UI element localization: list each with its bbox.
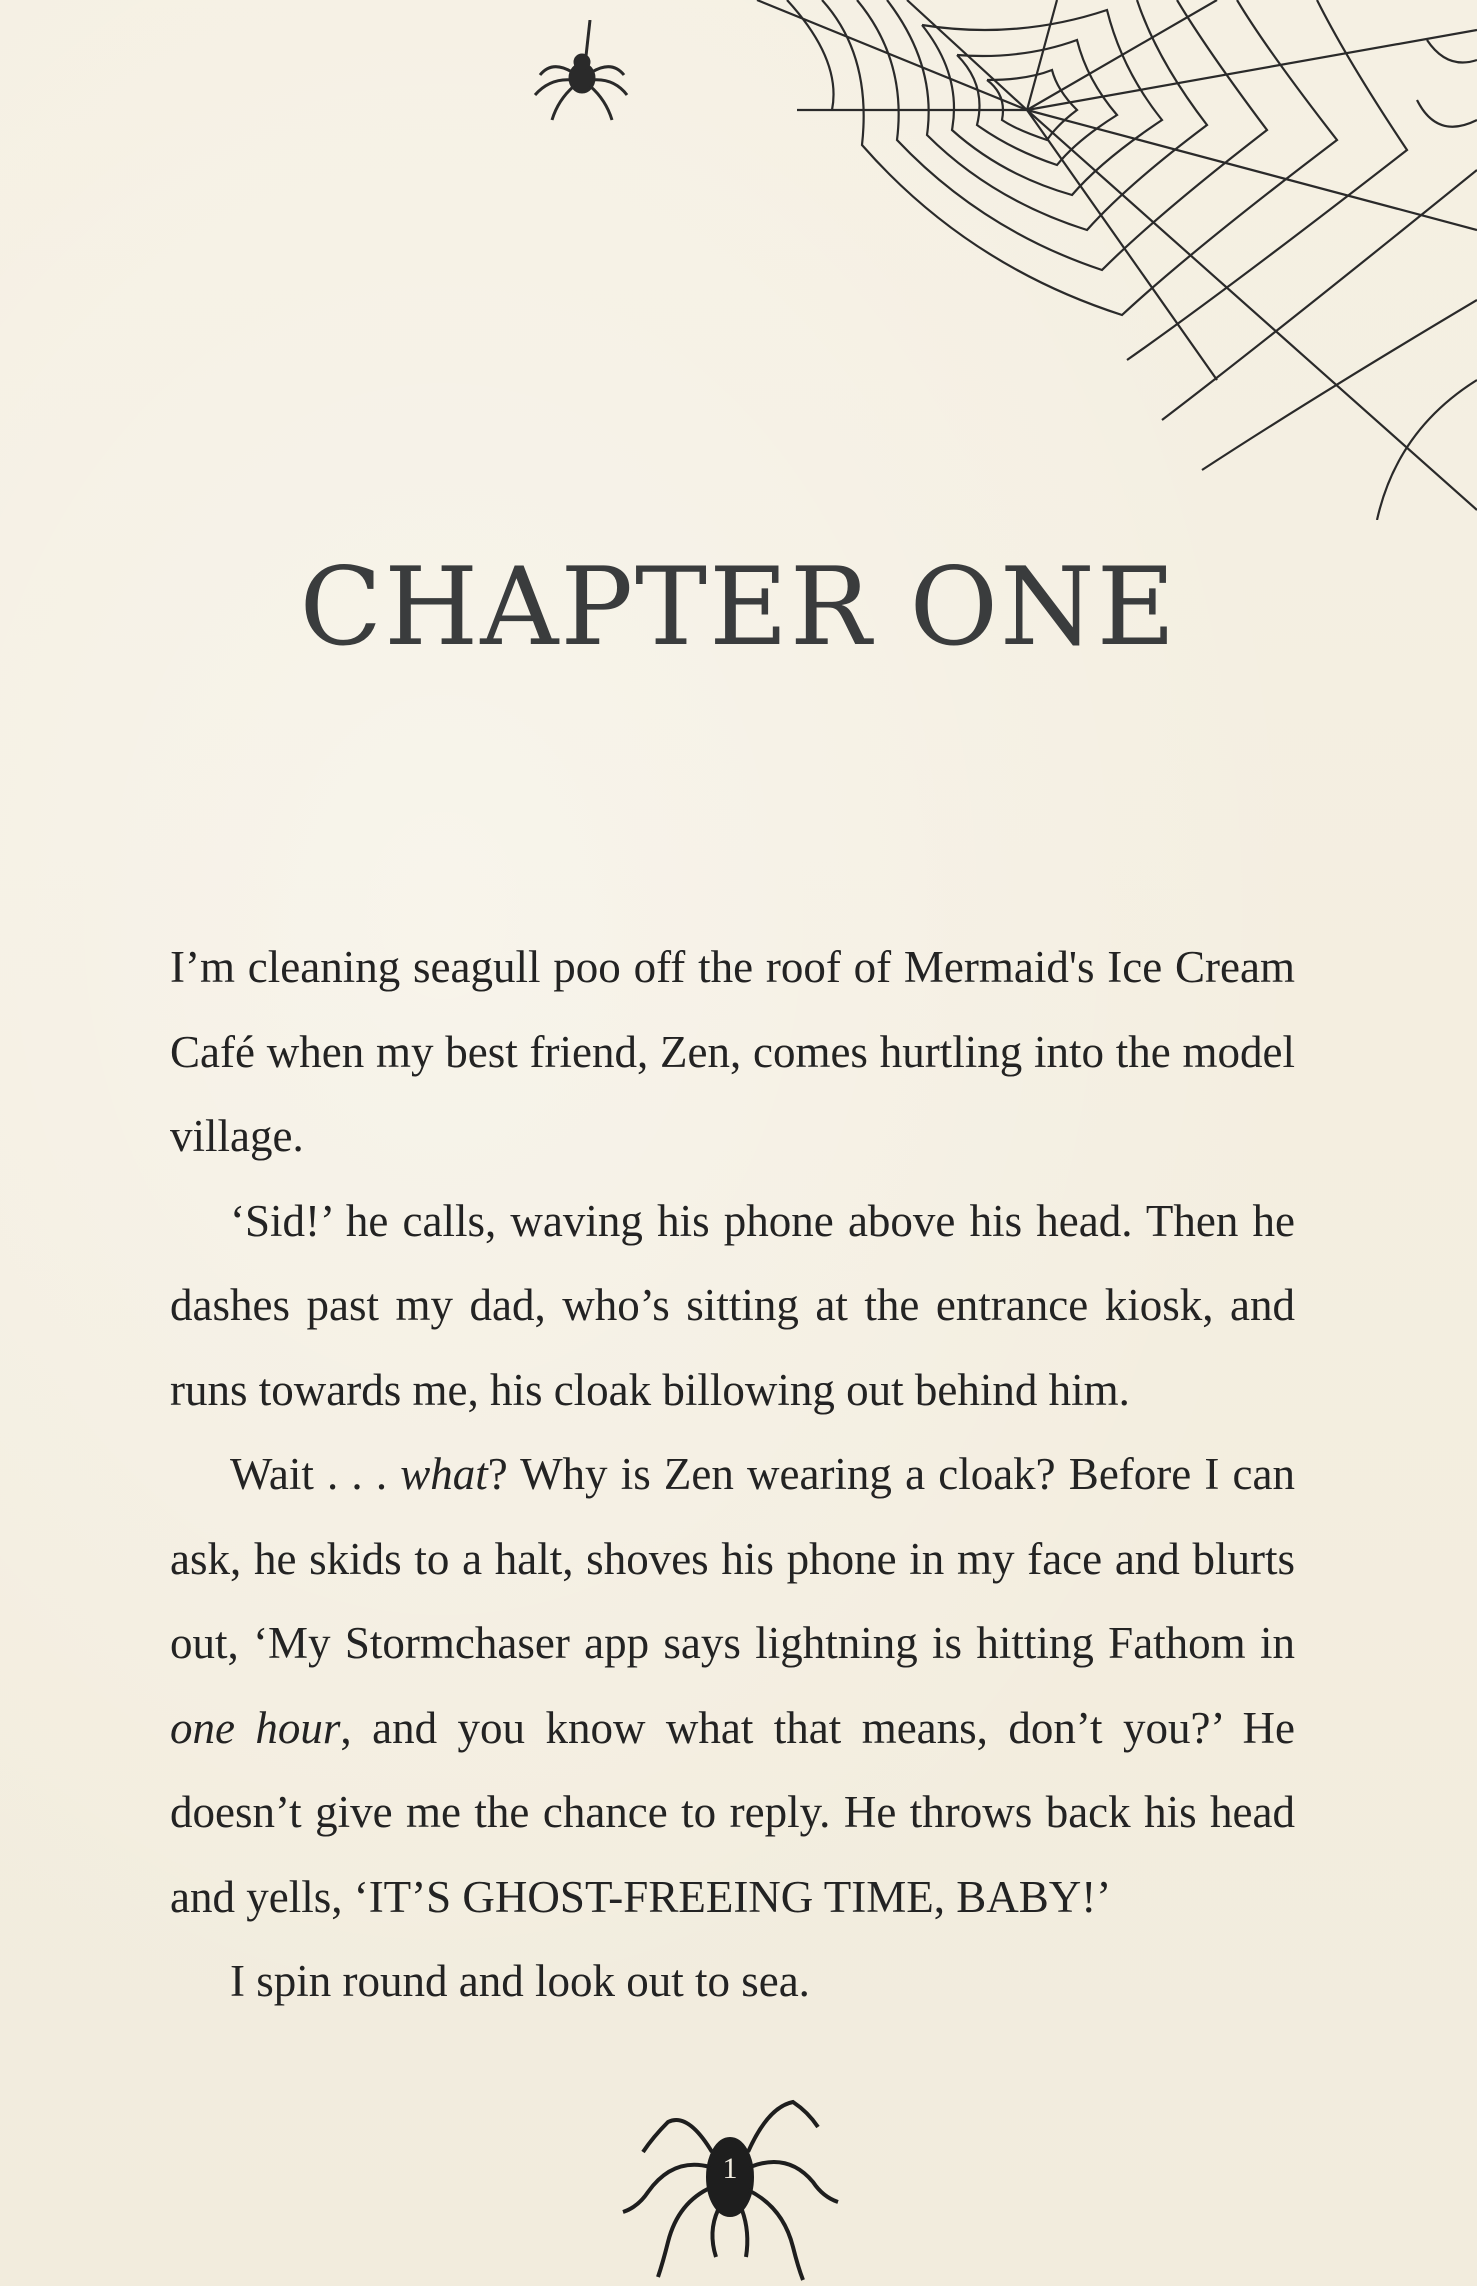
text-run: ‘Sid!’ he calls, waving his phone above his head. Then he dashes past my dad, who’s sitting at the entrance kiosk, and runs towards me, his cloak billowing out behind him. (170, 1195, 1295, 1415)
text-run: I’m cleaning seagull poo off the roof of Mermaid's Ice Cream Café when my best friend, Zen, comes hurtling into the model village. (170, 942, 1295, 1161)
page-number: 1 (722, 2152, 738, 2185)
chapter-title: CHAPTER ONE (299, 545, 1178, 670)
italic-text: what (400, 1449, 488, 1499)
text-run: Wait . . . (230, 1449, 401, 1499)
spider-icon (530, 20, 630, 130)
italic-text: one hour (170, 1702, 341, 1753)
paragraph (170, 1179, 1295, 1433)
cobweb-icon (657, 0, 1477, 520)
text-run: I spin round and look out to sea. (230, 1956, 810, 2006)
paragraph (170, 925, 1295, 1179)
paragraph (170, 1939, 1295, 2024)
text-run: ? Why is Zen wearing a cloak? Before I can ask, he skids to a halt, shoves his phone in my face and blurts out, ‘My Stormchaser app says lightning is hitting Fathom in (170, 1449, 1295, 1668)
paragraph (170, 1432, 1295, 1939)
text-run: , and you know what that means, don’t you?’ He doesn’t give me the chance to reply. He throws back his head and yells, ‘IT’S GHOST-FREEING TIME, BABY!’ (170, 1702, 1295, 1922)
chapter-body (170, 925, 1295, 2024)
